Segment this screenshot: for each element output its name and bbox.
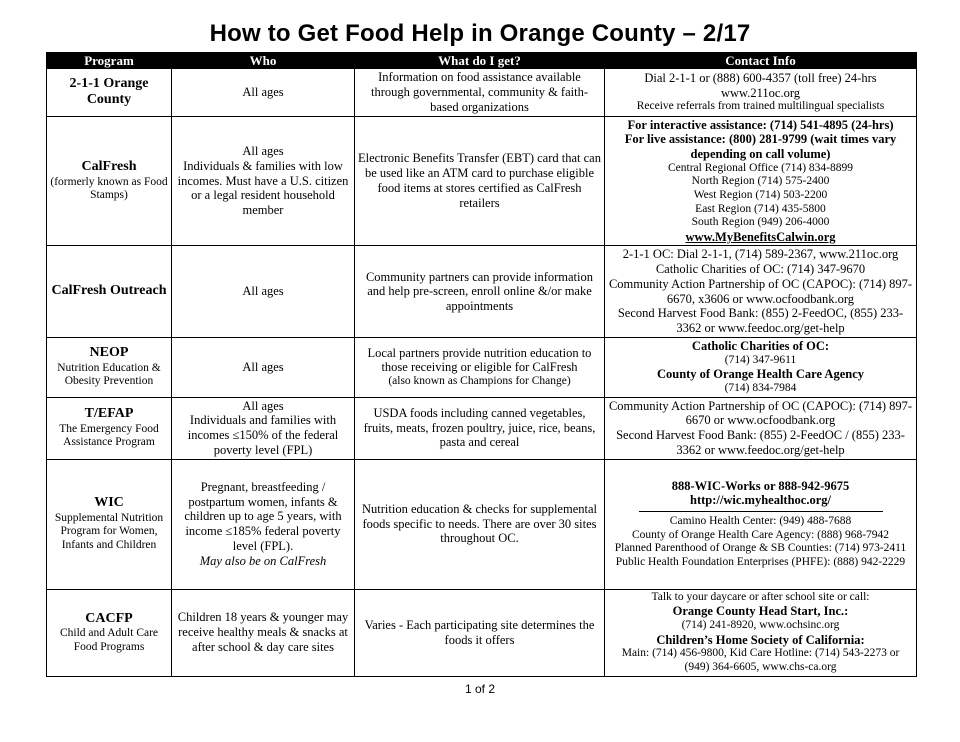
contact-line: Catholic Charities of OC: (714) 347-9670	[655, 262, 866, 277]
contact-cell	[605, 246, 917, 338]
program-cell	[47, 246, 172, 338]
contact-line: Orange County Head Start, Inc.:	[672, 604, 849, 619]
what-text: Nutrition education & checks for supplemental foods specific to needs. There are over 30 sites throughout OC.	[361, 501, 597, 546]
program-name: T/EFAP	[84, 406, 134, 422]
table-row	[47, 459, 917, 589]
program-cell	[47, 337, 172, 397]
contact-line: West Region (714) 503-2200	[693, 188, 828, 201]
what-cell	[355, 69, 605, 116]
who-text: Pregnant, breastfeeding / postpartum women, infants & children up to age 5 years, with income ≤185% federal poverty level (FPL).	[184, 479, 342, 553]
contact-line: Planned Parenthood of Orange & SB Counties: (714) 973-2411	[614, 542, 907, 555]
program-subtitle: (formerly known as Food Stamps)	[50, 175, 168, 202]
program-subtitle: Child and Adult Care Food Programs	[59, 627, 159, 653]
what-cell	[355, 246, 605, 338]
contact-line: Talk to your daycare or after school site or call:	[651, 590, 870, 603]
contact-line: (714) 241-8920, www.ochsinc.org	[681, 618, 840, 631]
contact-cell	[605, 589, 917, 676]
header-what: What do I get?	[355, 53, 605, 69]
program-cell	[47, 69, 172, 116]
contact-line: South Region (949) 206-4000	[691, 216, 830, 229]
header-who: Who	[172, 53, 355, 69]
program-subtitle: The Emergency Food Assistance Program	[59, 422, 159, 449]
program-name: CalFresh Outreach	[51, 283, 167, 299]
contact-line: Receive referrals from trained multilingual specialists	[636, 100, 885, 113]
contact-line: Central Regional Office (714) 834-8899	[667, 161, 854, 174]
contact-link[interactable]: www.211oc.org	[720, 85, 801, 100]
contact-line: Catholic Charities of OC:	[691, 338, 830, 353]
contact-link[interactable]: http://wic.myhealthoc.org/	[690, 493, 831, 508]
program-name: NEOP	[89, 345, 129, 361]
contact-line: Main: (714) 456-9800, Kid Care Hotline: (714) 543-2273 or (949) 364-6605, www.chs-ca.org	[621, 647, 900, 673]
table-row	[47, 337, 917, 397]
what-text: Varies - Each participating site determines the foods it offers	[364, 617, 595, 647]
contact-line: For live assistance: (800) 281-9799 (wait times vary depending on call volume)	[624, 132, 897, 162]
contact-line: Community Action Partnership of OC (CAPOC): (714) 897-6670, x3606 or www.ocfoodbank.org	[608, 276, 913, 306]
who-cell	[172, 589, 355, 676]
page-number: 1 of 2	[464, 682, 496, 696]
header-program: Program	[47, 53, 172, 69]
contact-line: Camino Health Center: (949) 488-7688	[669, 515, 852, 528]
contact-line: North Region (714) 575-2400	[691, 175, 830, 188]
contact-line: 888-WIC-Works or 888-942-9675	[671, 478, 850, 493]
what-cell	[355, 337, 605, 397]
contact-line: Dial 2-1-1 or (888) 600-4357 (toll free) 24-hrs	[644, 70, 877, 85]
who-text: Individuals and families with incomes ≤150% of the federal poverty level (FPL)	[187, 413, 339, 457]
what-cell	[355, 116, 605, 246]
program-cell	[47, 397, 172, 459]
program-subtitle: Supplemental Nutrition Program for Women, Infants and Children	[54, 511, 164, 552]
who-text: All ages	[242, 359, 284, 374]
who-text: All ages	[242, 284, 284, 299]
contact-line: (714) 347-9611	[724, 353, 797, 366]
what-text: Local partners provide nutrition education to those receiving or eligible for CalFresh	[367, 345, 592, 375]
contact-cell	[605, 116, 917, 246]
table-header	[47, 53, 917, 69]
what-text: Information on food assistance available through governmental, community & faith-based organizations	[371, 70, 588, 114]
contact-line: Second Harvest Food Bank: (855) 2-FeedOC / (855) 233-3362 or www.feedoc.org/get-help	[616, 428, 905, 457]
contact-line: Community Action Partnership of OC (CAPOC): (714) 897-6670 or www.ocfoodbank.org	[608, 398, 913, 428]
who-note: May also be on CalFresh	[199, 553, 327, 568]
contact-line: Public Health Foundation Enterprises (PHFE): (888) 942-2229	[615, 555, 906, 568]
what-text: Community partners can provide information and help pre-screen, enroll online &/or make appointments	[365, 269, 594, 314]
program-cell	[47, 116, 172, 246]
contact-line: Children’s Home Society of California:	[656, 632, 865, 647]
program-name: WIC	[94, 495, 124, 511]
divider	[639, 511, 883, 512]
contact-line: County of Orange Health Care Agency: (888) 968-7942	[631, 528, 890, 541]
who-text: All ages	[242, 398, 284, 413]
contact-cell	[605, 69, 917, 116]
contact-cell	[605, 337, 917, 397]
table-row	[47, 246, 917, 338]
contact-line: Second Harvest Food Bank: (855) 2-FeedOC, (855) 233-3362 or www.feedoc.org/get-help	[617, 306, 904, 336]
who-cell	[172, 337, 355, 397]
who-text: All ages	[242, 85, 284, 100]
table-row	[47, 397, 917, 459]
what-text: USDA foods including canned vegetables, fruits, meats, frozen poultry, juice, rice, beans, pasta and cereal	[363, 405, 596, 450]
table-row	[47, 589, 917, 676]
program-cell	[47, 459, 172, 589]
program-cell	[47, 589, 172, 676]
who-cell	[172, 69, 355, 116]
who-text: All ages	[242, 144, 284, 159]
contact-line: 2-1-1 OC: Dial 2-1-1, (714) 589-2367, www.211oc.org	[622, 247, 899, 262]
who-cell	[172, 397, 355, 459]
program-name: CalFresh	[81, 159, 137, 175]
contact-cell	[605, 397, 917, 459]
who-cell	[172, 459, 355, 589]
who-text: Individuals & families with low incomes. Must have a U.S. citizen or a legal resident household member	[177, 158, 349, 218]
what-note: (also known as Champions for Change)	[388, 375, 571, 388]
program-name: 2-1-1 Orange County	[69, 75, 149, 108]
who-text: Children 18 years & younger may receive healthy meals & snacks at after school & day care sites	[177, 610, 349, 654]
who-cell	[172, 246, 355, 338]
table-row	[47, 116, 917, 246]
table-row	[47, 69, 917, 116]
contact-cell	[605, 459, 917, 589]
program-name: CACFP	[85, 610, 133, 626]
page-title: How to Get Food Help in Orange County – 2/17	[209, 20, 751, 47]
contact-line: County of Orange Health Care Agency	[656, 367, 865, 382]
program-subtitle: Nutrition Education & Obesity Prevention	[57, 361, 161, 388]
contact-line: For interactive assistance: (714) 541-4895 (24-hrs)	[627, 117, 894, 132]
what-cell	[355, 459, 605, 589]
header-contact: Contact Info	[605, 53, 917, 69]
food-help-table	[46, 52, 917, 677]
contact-link[interactable]: www.MyBenefitsCalwin.org	[685, 229, 836, 244]
contact-line: East Region (714) 435-5800	[695, 202, 826, 215]
what-text: Electronic Benefits Transfer (EBT) card that can be used like an ATM card to purchase eligible food items at stores certified as CalFresh retailers	[358, 151, 601, 210]
what-cell	[355, 589, 605, 676]
who-cell	[172, 116, 355, 246]
contact-line: (714) 834-7984	[724, 381, 797, 394]
what-cell	[355, 397, 605, 459]
